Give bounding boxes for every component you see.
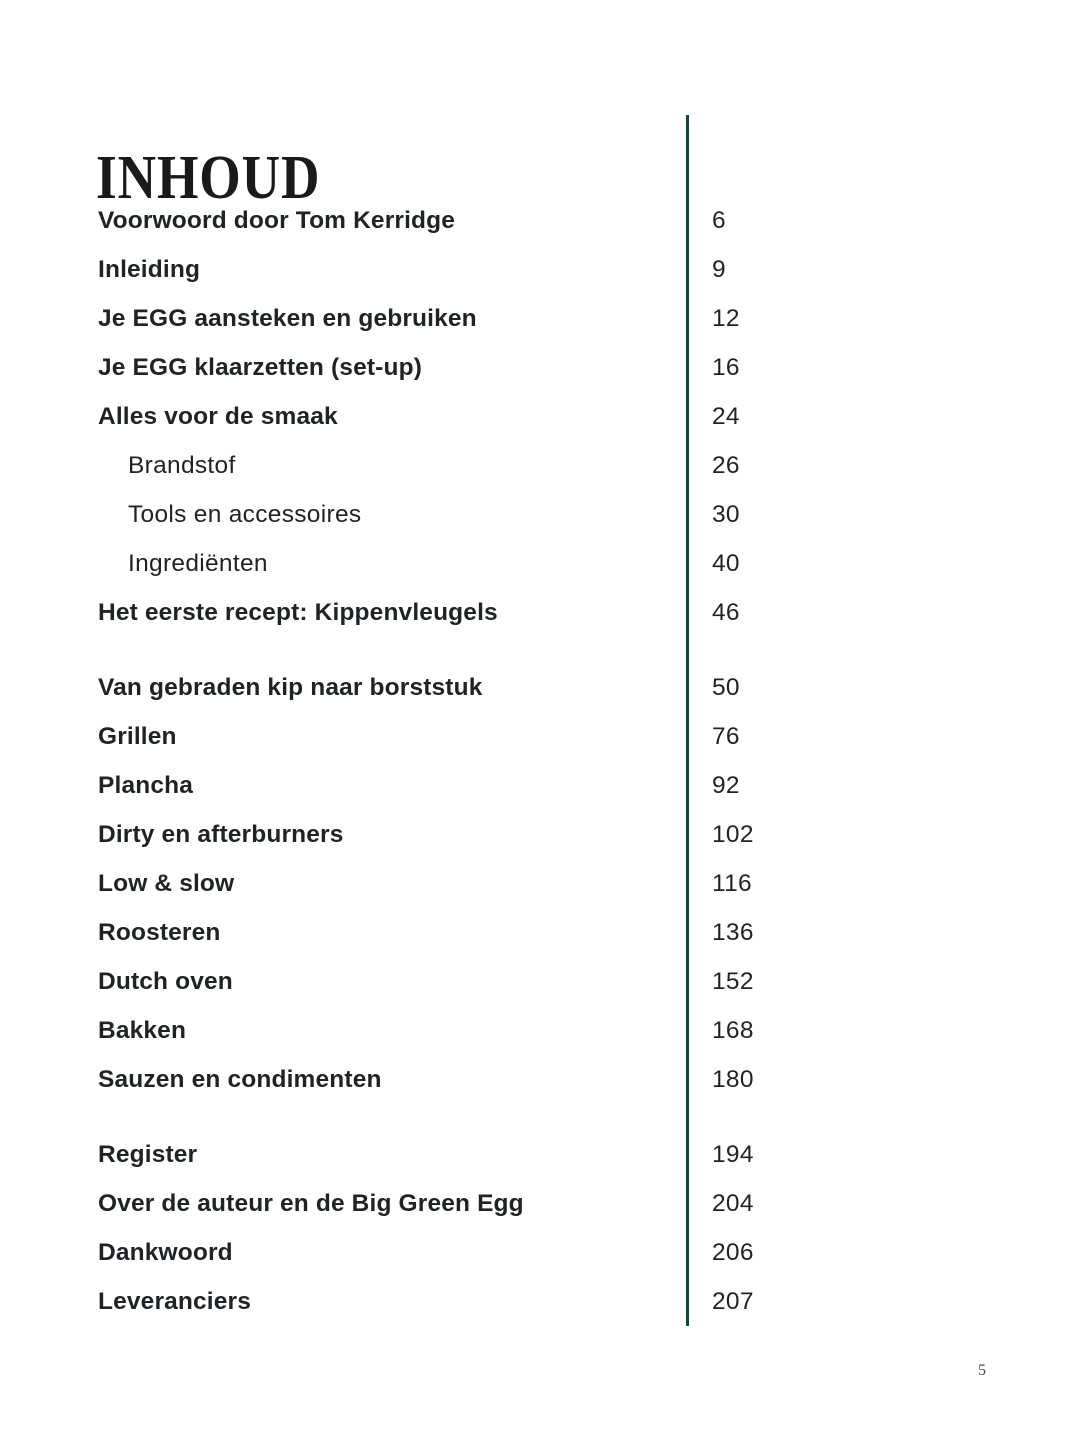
toc-entry[interactable] bbox=[0, 1189, 1091, 1238]
toc-entry[interactable] bbox=[0, 549, 1091, 598]
toc-entry[interactable] bbox=[0, 1140, 1091, 1189]
toc-entry[interactable] bbox=[0, 1238, 1091, 1287]
toc-entry-page-number: 136 bbox=[712, 919, 754, 946]
toc-entry[interactable] bbox=[0, 353, 1091, 402]
toc-entry-label: Low & slow bbox=[98, 870, 235, 897]
toc-entry-page-number: 30 bbox=[712, 501, 740, 528]
toc-entry-label: Sauzen en condimenten bbox=[98, 1066, 382, 1093]
toc-entry-label: Roosteren bbox=[98, 919, 221, 946]
toc-entry-label: Leveranciers bbox=[98, 1288, 251, 1315]
toc-entry[interactable] bbox=[0, 402, 1091, 451]
toc-entry-label: Inleiding bbox=[98, 256, 201, 283]
table-of-contents-list bbox=[0, 206, 1091, 1336]
toc-entry[interactable] bbox=[0, 771, 1091, 820]
toc-entry[interactable] bbox=[0, 722, 1091, 771]
toc-entry[interactable] bbox=[0, 820, 1091, 869]
toc-entry-label: Bakken bbox=[98, 1017, 187, 1044]
toc-entry-page-number: 6 bbox=[712, 207, 726, 234]
toc-entry-label: Dankwoord bbox=[98, 1239, 233, 1266]
toc-entry-label: Dutch oven bbox=[98, 968, 233, 995]
toc-entry[interactable] bbox=[0, 255, 1091, 304]
toc-entry-label: Tools en accessoires bbox=[128, 501, 362, 528]
toc-entry[interactable] bbox=[0, 206, 1091, 255]
toc-entry-page-number: 12 bbox=[712, 305, 740, 332]
toc-entry-page-number: 102 bbox=[712, 821, 754, 848]
toc-entry-page-number: 194 bbox=[712, 1141, 754, 1168]
toc-entry-label: Dirty en afterburners bbox=[98, 821, 344, 848]
toc-entry-page-number: 26 bbox=[712, 452, 740, 479]
toc-entry-page-number: 92 bbox=[712, 772, 740, 799]
toc-entry-page-number: 16 bbox=[712, 354, 740, 381]
toc-entry[interactable] bbox=[0, 673, 1091, 722]
toc-entry[interactable] bbox=[0, 500, 1091, 549]
toc-entry[interactable] bbox=[0, 304, 1091, 353]
toc-entry-label: Je EGG aansteken en gebruiken bbox=[98, 305, 477, 332]
toc-entry-page-number: 76 bbox=[712, 723, 740, 750]
toc-entry-page-number: 206 bbox=[712, 1239, 754, 1266]
toc-entry[interactable] bbox=[0, 1065, 1091, 1114]
toc-entry-label: Over de auteur en de Big Green Egg bbox=[98, 1190, 524, 1217]
toc-entry-page-number: 9 bbox=[712, 256, 726, 283]
toc-entry-label: Register bbox=[98, 1141, 198, 1168]
toc-entry-page-number: 46 bbox=[712, 599, 740, 626]
toc-entry[interactable] bbox=[0, 1016, 1091, 1065]
toc-entry-label: Voorwoord door Tom Kerridge bbox=[98, 207, 456, 234]
toc-entry-page-number: 24 bbox=[712, 403, 740, 430]
toc-entry[interactable] bbox=[0, 1287, 1091, 1336]
page-number-folio: 5 bbox=[978, 1362, 986, 1379]
toc-entry[interactable] bbox=[0, 598, 1091, 647]
toc-entry-label: Van gebraden kip naar borststuk bbox=[98, 674, 483, 701]
toc-entry-label: Het eerste recept: Kippenvleugels bbox=[98, 599, 498, 626]
toc-entry-page-number: 207 bbox=[712, 1288, 754, 1315]
toc-entry-label: Brandstof bbox=[128, 452, 236, 479]
toc-entry-page-number: 152 bbox=[712, 968, 754, 995]
toc-entry-label: Alles voor de smaak bbox=[98, 403, 338, 430]
toc-entry[interactable] bbox=[0, 918, 1091, 967]
toc-entry-page-number: 116 bbox=[712, 870, 752, 897]
toc-entry[interactable] bbox=[0, 869, 1091, 918]
toc-entry[interactable] bbox=[0, 967, 1091, 1016]
toc-entry-page-number: 40 bbox=[712, 550, 740, 577]
toc-entry-page-number: 204 bbox=[712, 1190, 754, 1217]
toc-entry-page-number: 168 bbox=[712, 1017, 754, 1044]
toc-entry-label: Je EGG klaarzetten (set-up) bbox=[98, 354, 422, 381]
page-title: INHOUD bbox=[96, 143, 321, 212]
toc-entry-label: Plancha bbox=[98, 772, 194, 799]
toc-entry-page-number: 180 bbox=[712, 1066, 754, 1093]
toc-entry-label: Ingrediënten bbox=[128, 550, 268, 577]
toc-entry[interactable] bbox=[0, 451, 1091, 500]
toc-entry-page-number: 50 bbox=[712, 674, 740, 701]
toc-entry-label: Grillen bbox=[98, 723, 177, 750]
